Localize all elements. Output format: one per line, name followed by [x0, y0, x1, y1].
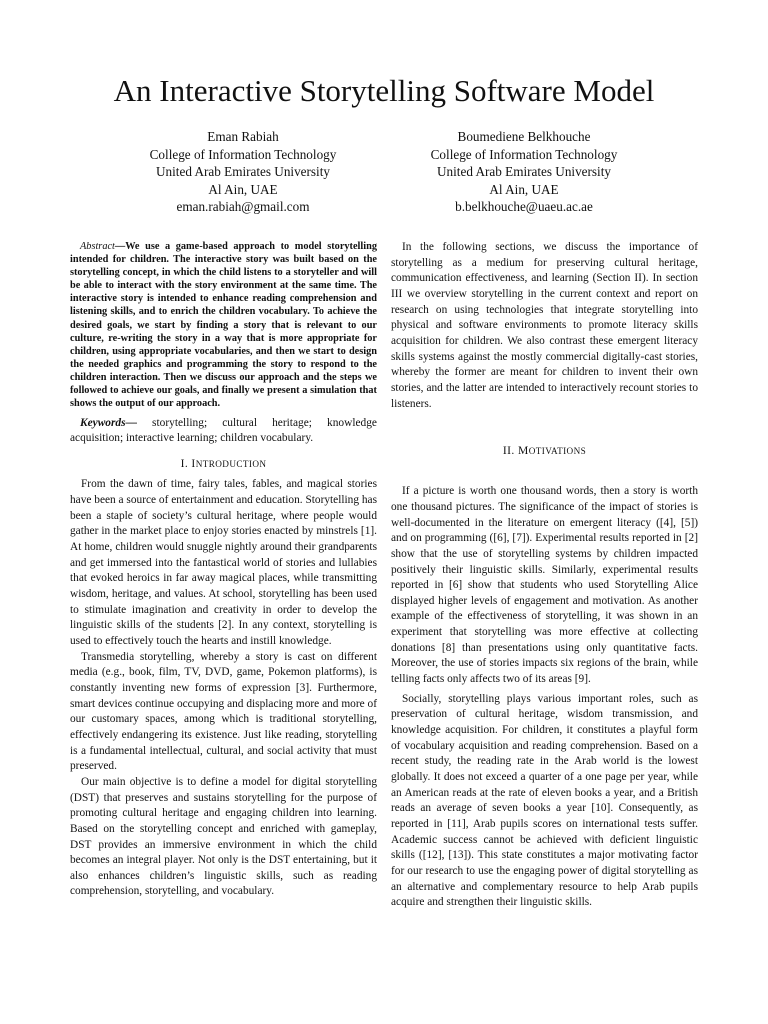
author-block-2: [394, 128, 654, 216]
motivation-paragraph: Socially, storytelling plays various important roles, such as preservation of cultural heritage, wisdom transmission, and knowledge acquisition. For children, it constitutes a playful form of vocabulary acquisition and reading comprehension. Based on a recent study, the reading rate in the Arab world is the lowest globally. It does not exceed a quarter of a one page per year, while an American reads at the rate of eleven books a year, and a British reads an average of seven books a year [10]. Consequently, as reported in [11], Arab pupils scores on international tests suffer. Academic success cannot be achieved with deficient linguistic skills ([12], [13]). This state constitutes a major motivating factor for our research to use the engaging power of digital storytelling as an alternative and complementary resource to help Arab pupils acquire and strengthen their linguistic skills.: [391, 692, 698, 909]
keywords-text: storytelling; cultural heritage; knowledge acquisition; interactive learning; children vocabulary.: [70, 417, 377, 444]
section-heading-introduction: I. INTRODUCTION: [180, 457, 267, 471]
author-college: College of Information Technology: [149, 146, 337, 162]
section-heading-motivations: II. MOTIVATIONS: [502, 444, 587, 458]
author-email: eman.rabiah@gmail.com: [176, 199, 310, 214]
author-college: College of Information Technology: [430, 146, 618, 162]
paper-title: An Interactive Storytelling Software Model: [113, 73, 655, 108]
author-location: Al Ain, UAE: [489, 181, 559, 197]
author-location: Al Ain, UAE: [208, 181, 278, 197]
author-name: Boumediene Belkhouche: [457, 129, 591, 144]
author-block-1: [113, 128, 373, 216]
left-column: [70, 240, 377, 900]
author-university: United Arab Emirates University: [437, 164, 611, 179]
abstract-text: We use a game-based approach to model storytelling intended for children. The interactive story was built based on the storytelling concept, in which the child listens to a storyteller and will be able to interact with the story environment at the same time. The interactive story is intended to enhance reading comprehension and listening skills, and to enrich the children vocabulary. To achieve the desired goals, we start by finding a story that is relevant to our culture, re-writing the story in a way that is more appropriate for children, using appropriate vocabularies, and then we start to design the needed graphics and programming the story to respond to the children interaction. Then we discuss our approach and the steps we followed to achieve our goals, and finally we present a simulation that shows the output of our approach.: [70, 241, 377, 410]
motivation-paragraph: If a picture is worth one thousand words, then a story is worth one thousand pictures. The significance of the impact of stories is well-documented in the literature on emergent literacy ([4], [5]) and on programming ([6], [7]). Experimental results reported in [2] show that the use of storytelling systems by children impacted positively their linguistic skills. Similarly, experimental results reported in [6] show that students who used Storytelling Alice displayed higher levels of engagement and motivation. As another example of the effectiveness of storytelling, it was shown in an experiment that storytelling was more effective at collecting donations [8] than presentations using only quantitative facts. Moreover, the use of stories impacts six regions of the brain, while telling facts only affects two of its areas [9].: [391, 485, 698, 686]
abstract-label: Abstract: [80, 241, 115, 252]
keywords-label: Keywords—: [80, 417, 137, 430]
abstract-dash: —: [114, 241, 126, 252]
intro-paragraph: Our main objective is to define a model for digital storytelling (DST) that preserves and sustains storytelling for the purpose of promoting cultural heritage and engaging children into learning. Based on the storytelling concept and enriched with gameplay, DST provides an immersive environment in which the child becomes an integral player. Not only is the DST entertaining, but it also enhances children’s linguistic skills, such as reading comprehension, storytelling, and vocabulary.: [70, 775, 377, 898]
intro-paragraph: Transmedia storytelling, whereby a story is cast on different media (e.g., book, film, TV, DVD, game, Pokemon platforms), is constantly inventing new forms of expression [3]. Furthermore, smart devices continue occupying and displacing more and more of our customary spaces, among which is traditional storytelling, effectively endangering its existence. Just like reading, storytelling is a fundamental intellectual, cultural, and social activity that must preserved.: [70, 650, 377, 773]
author-email: b.belkhouche@uaeu.ac.ae: [455, 199, 593, 214]
author-name: Eman Rabiah: [207, 129, 279, 144]
sections-overview-paragraph: In the following sections, we discuss the importance of storytelling as a medium for preserving cultural heritage, communication effectiveness, and learning (Section II). In section III we overview storytelling in the current context and report on research on using technologies that integrate storytelling into physical and software environments to promote literacy skills acquisition for children. We also contrast these emergent literacy skills systems against the mostly commercial digitally-cast stories, whereby the former are meant for children to invent their own stories, and the latter are intended to interactively recount stories to listeners.: [391, 241, 698, 410]
intro-paragraph: From the dawn of time, fairy tales, fables, and magical stories have been a source of entertainment and education. Storytelling has been a staple of society’s cultural heritage, where people would gather in the market place to enjoy stories enacted by minstrels [1]. At home, children would snuggle nightly around their grandparents and get immersed into the fantastical world of stories and lullabies that evoked heroics in far away magical places, while transmitting wisdom, heritage, and values. At school, storytelling has been used to stimulate imagination and creativity in order to develop the linguistic skills of the students [2]. In any context, storytelling is used to effectively touch the hearts and instill knowledge.: [70, 478, 377, 647]
right-column: [391, 240, 698, 911]
author-university: United Arab Emirates University: [156, 164, 330, 179]
abstract: [70, 240, 377, 410]
keywords: [70, 416, 377, 445]
